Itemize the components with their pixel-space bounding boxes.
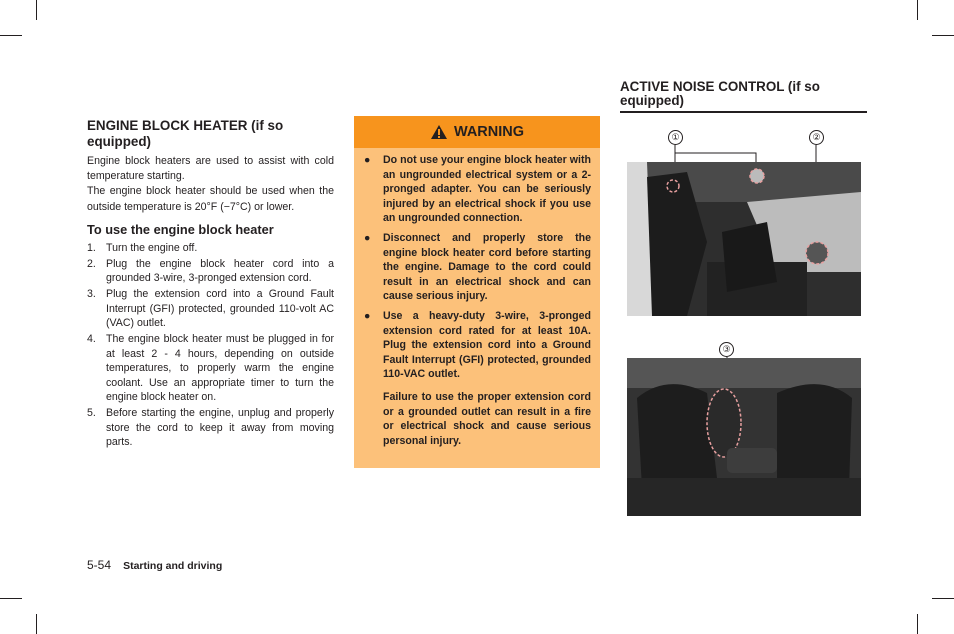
intro-paragraph: The engine block heater should be used when the outside temperature is 20°F (−7°C) or lower.	[87, 185, 334, 213]
steps-list	[87, 241, 334, 450]
step-number: 5.	[87, 407, 96, 420]
warning-title: WARNING	[453, 124, 525, 140]
subsection-heading: To use the engine block heater	[87, 221, 274, 237]
crop-mark	[36, 614, 37, 634]
active-noise-control-section	[620, 80, 867, 113]
section-heading: ACTIVE NOISE CONTROL (if so equipped)	[620, 80, 867, 113]
crop-mark	[917, 614, 918, 634]
section-heading: ENGINE BLOCK HEATER (if so equipped)	[87, 118, 284, 149]
step-number: 1.	[87, 241, 96, 254]
interior-front-photo	[627, 162, 861, 316]
step-number: 3.	[87, 287, 96, 300]
warning-triangle-icon	[430, 124, 448, 140]
list-item	[363, 231, 591, 304]
warning-body	[354, 148, 600, 448]
engine-block-heater-section	[87, 118, 334, 451]
list-item	[87, 406, 334, 450]
bullet: ●	[364, 231, 371, 244]
list-item	[87, 257, 334, 286]
crop-mark	[917, 0, 918, 20]
page-footer	[87, 558, 222, 572]
callout-2-label: ②	[809, 130, 824, 145]
callout-3-label: ③	[719, 342, 734, 357]
list-item	[87, 332, 334, 405]
page-number: 5-54	[87, 558, 112, 572]
list-item	[363, 153, 591, 226]
interior-rear-photo	[627, 358, 861, 516]
step-text: The engine block heater must be plugged in for at least 2 - 4 hours, depending on outside temperatures, to properly warm the engine coolant. Use an appropriate timer to turn the engine block heater on.	[106, 332, 334, 404]
warning-header	[354, 116, 600, 148]
bullet: ●	[364, 309, 371, 322]
list-item	[363, 309, 591, 382]
crop-mark	[932, 35, 954, 36]
crop-mark	[0, 35, 22, 36]
rear-cabin-illustration	[627, 358, 861, 516]
crop-mark	[36, 0, 37, 20]
warning-item-text: Disconnect and properly store the engine block heater cord before starting the engine. Damage to the cord could result in an electrical shock and can cause serious injury.	[383, 231, 591, 303]
section-name: Starting and driving	[123, 560, 223, 572]
crop-mark	[932, 598, 954, 599]
step-number: 4.	[87, 332, 96, 345]
step-number: 2.	[87, 257, 96, 270]
callout-1-label: ①	[668, 130, 683, 145]
warning-box	[354, 116, 600, 468]
warning-item-text: Do not use your engine block heater with an ungrounded electrical system or a 2-pronged adapter. You can be seriously injured by an electrical shock if you use an ungrounded connection.	[383, 154, 591, 225]
list-item	[87, 241, 334, 256]
list-item	[87, 287, 334, 331]
step-text: Plug the extension cord into a Ground Fault Interrupt (GFI) protected, grounded 110-volt AC (VAC) outlet.	[106, 287, 334, 330]
step-text: Before starting the engine, unplug and properly store the cord to keep it away from moving parts.	[106, 407, 334, 449]
intro-paragraph: Engine block heaters are used to assist with cold temperature starting.	[87, 155, 334, 183]
step-text: Turn the engine off.	[106, 241, 198, 254]
crop-mark	[0, 598, 22, 599]
warning-item-text: Use a heavy-duty 3-wire, 3-pronged extension cord rated for at least 10A. Plug the extension cord into a Ground Fault Interrupt (GFI) protected, grounded 110-VAC outlet.	[383, 309, 591, 381]
warning-closing: Failure to use the proper extension cord or a grounded outlet can result in a fire or electrical shock and cause serious personal injury.	[383, 390, 591, 447]
bullet: ●	[364, 154, 371, 166]
step-text: Plug the engine block heater cord into a grounded 3-wire, 3-pronged extension cord.	[106, 257, 334, 285]
front-cabin-illustration	[627, 162, 861, 316]
